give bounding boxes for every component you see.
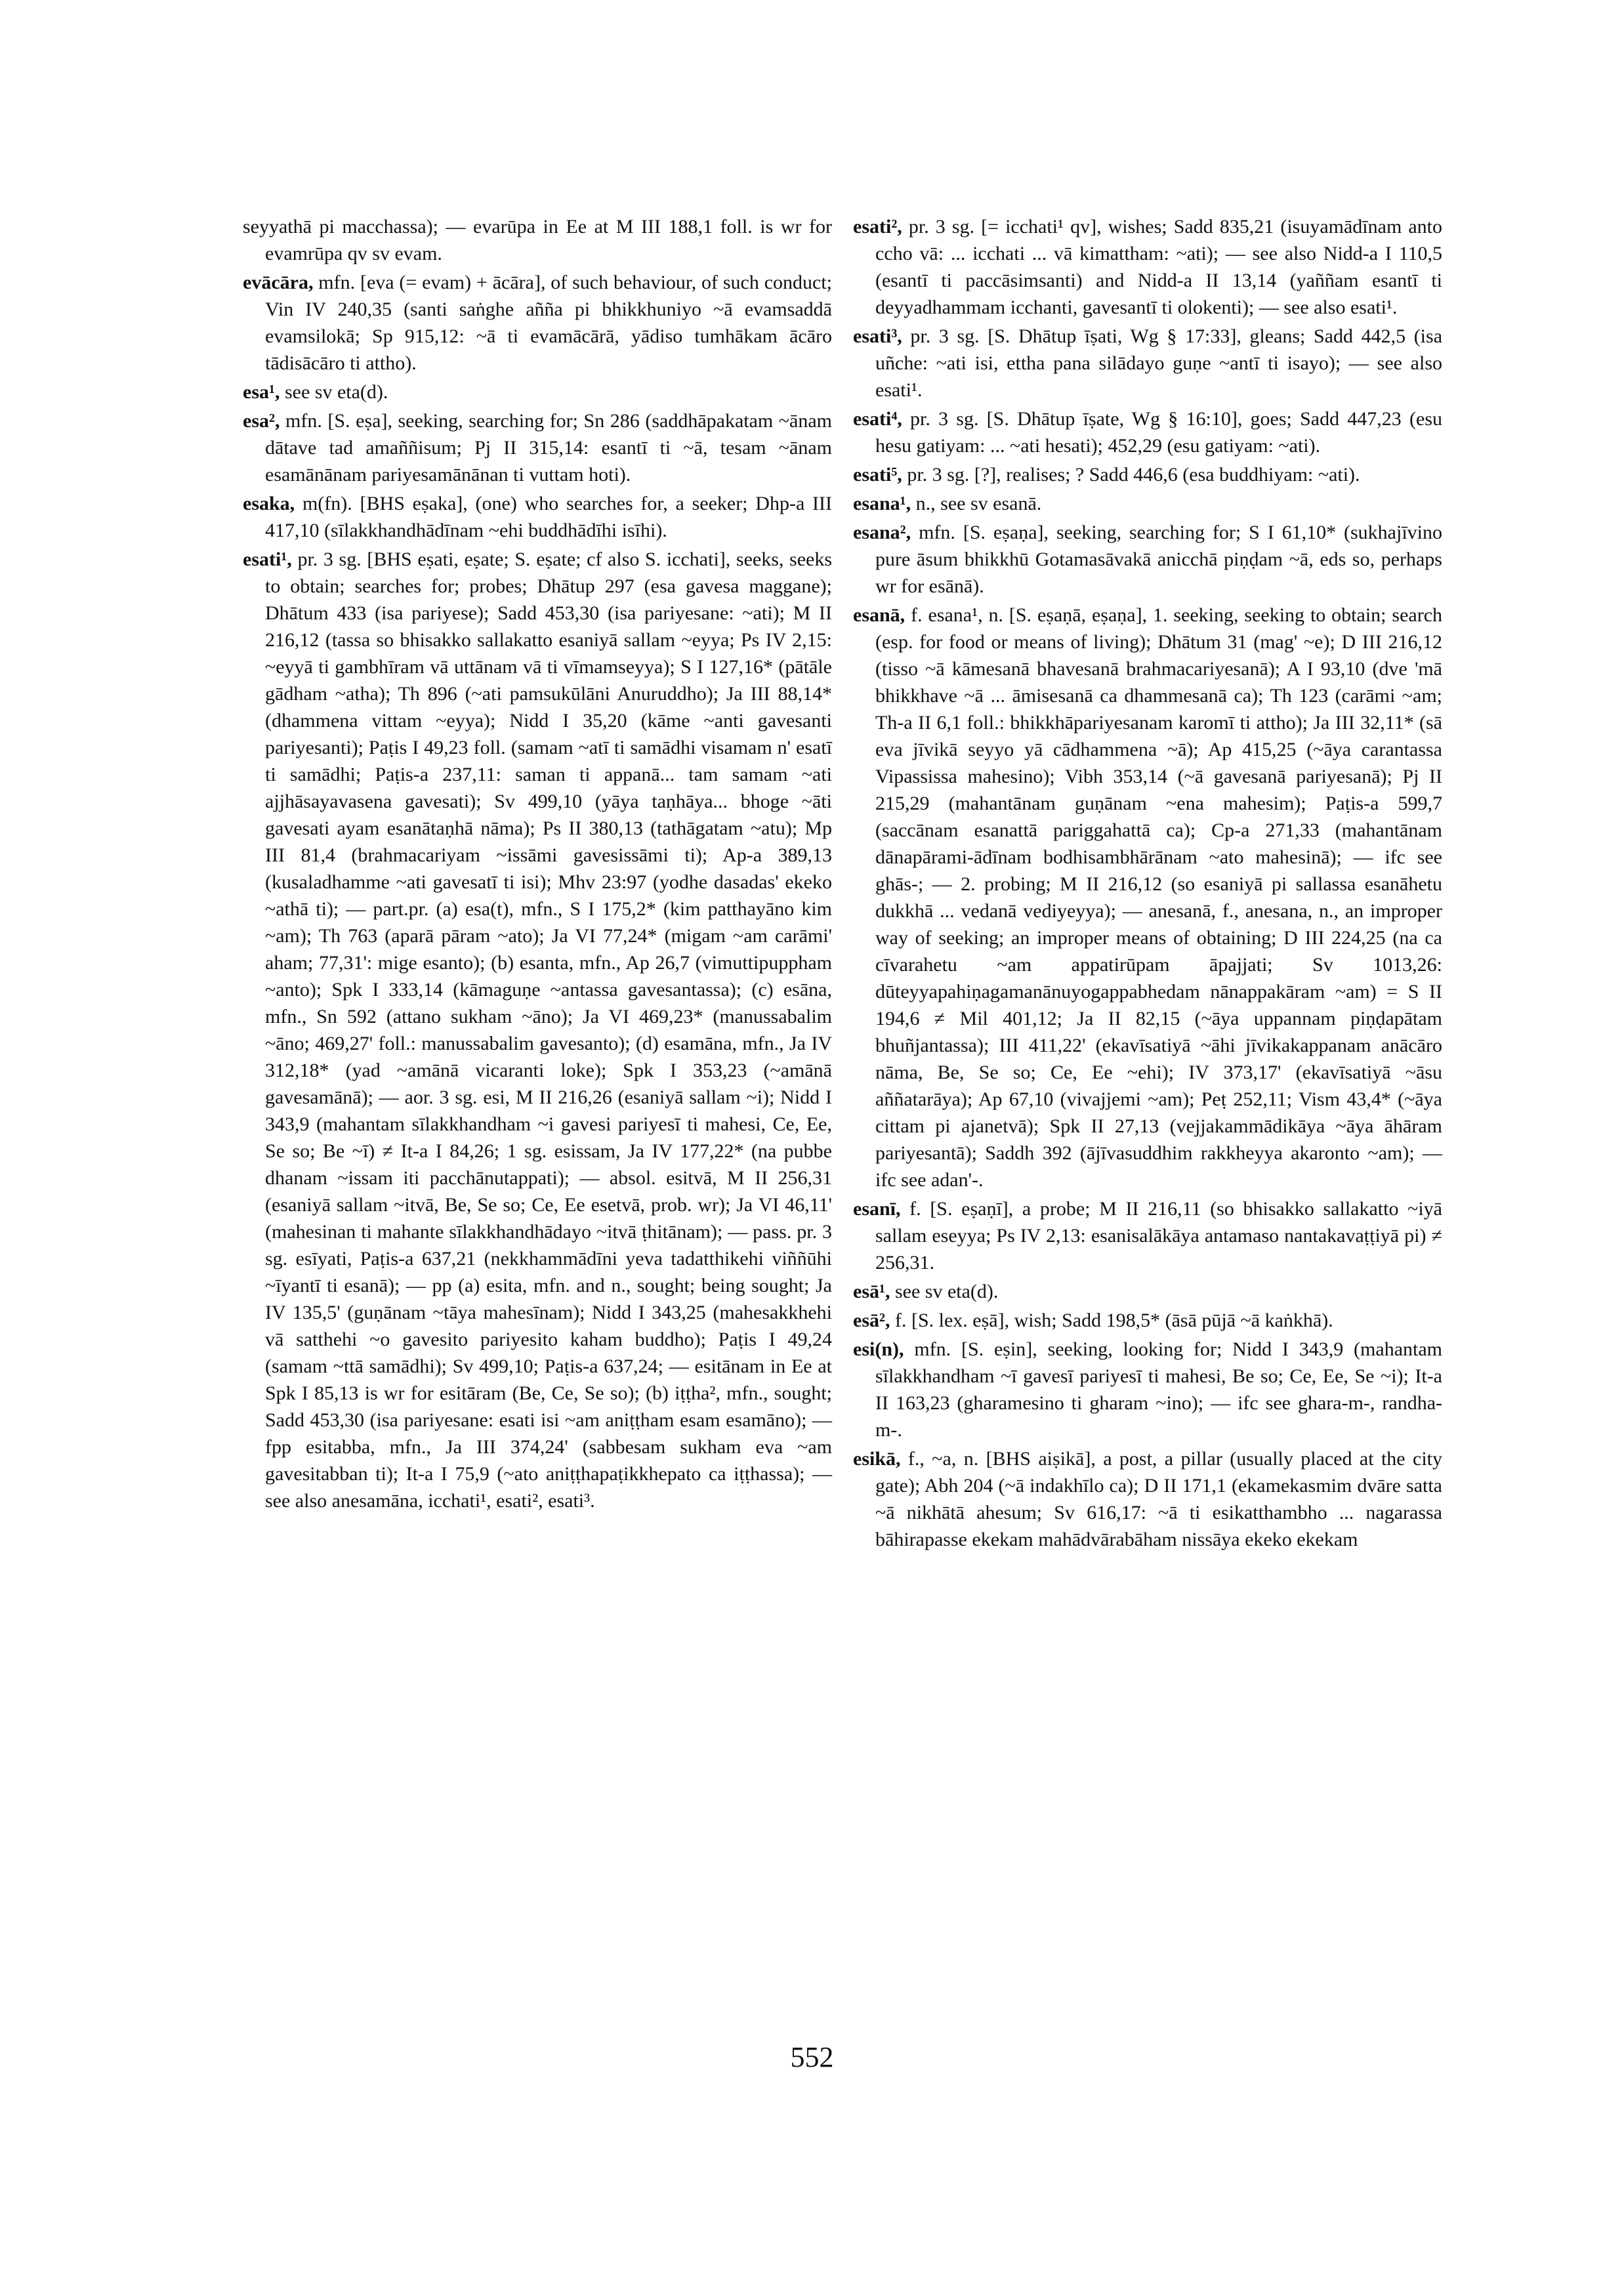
entry-body: see sv eta(d). xyxy=(894,1281,999,1302)
entry-body: pr. 3 sg. [= icchati¹ qv], wishes; Sadd 835,21 (isuyamādīnam anto ccho vā: ... icchati ... vā kimattham: ~ati); — see also Nidd-a I 110,5 (esantī ti paccāsimsanti) and Nidd-a II 13,14 (yaññam esantī ti deyyadhammam icchanti, gavesantī ti olokenti); — see also esati¹. xyxy=(875,216,1443,318)
headword: esati⁴, xyxy=(853,408,902,430)
entry-body: pr. 3 sg. [BHS eṣati, eṣate; S. eṣate; cf also S. icchati], seeks, seeks to obtain; searches for; probes; Dhātup 297 (esa gavesa maggane); Dhātum 433 (isa pariyese); Sadd 453,30 (isa pariyesane: ~ati); M II 216,12 (tassa so bhisakko sallakatto esaniyā sallam ~eyya; Ps IV 2,15: ~eyyā ti gambhīram vā uttānam vā ti vīmamseyya); S I 127,16* (pātāle gādham ~atha); Th 896 (~ati pamsukūlāni Anuruddho); Ja III 88,14* (dhammena vittam ~eyya); Nidd I 35,20 (kāme ~anti gavesanti pariyesanti); Paṭis I 49,23 foll. (samam ~atī ti samādhi visamam n' esatī ti samādhi; Paṭis-a 237,11: saman ti appanā... tam samam ~ati ajjhāsayavasena gavesati); Sv 499,10 (yāya taṇhāya... bhoge ~āti gavesati ayam esanātaṇhā nāma); Ps II 380,13 (tathāgatam ~atu); Mp III 81,4 (brahmacariyam ~issāmi gavesissāmi ti); Ap-a 389,13 (kusaladhamme ~ati gavesatī ti isi); Mhv 23:97 (yodhe dasadas' ekeko ~athā ti); — part.pr. (a) esa(t), mfn., S I 175,2* (kim patthayāno kim ~am); Th 763 (aparā pāram ~ato); Ja VI 77,24* (migam ~am carāmi' aham; 77,31': mige esanto); (b) esanta, mfn., Ap 26,7 (vimuttipuppham ~anto); Spk I 333,14 (kāmaguṇe ~antassa gavesantassa); (c) esāna, mfn., Sn 592 (attano sukham ~āno); Ja VI 469,23* (manussabalim ~āno; 469,27' foll.: manussabalim gavesanto); (d) esamāna, mfn., Ja IV 312,18* (yad ~amānā vicaranti loke); Spk I 353,23 (~amānā gavesamānā); — aor. 3 sg. esi, M II 216,26 (esaniyā sallam ~i); Nidd I 343,9 (mahantam sīlakkhandham ~i gavesi pariyesī ti mahesi, Ce, Ee, Se so; Be ~ī) ≠ It-a I 84,26; 1 sg. esissam, Ja IV 177,22* (na pubbe dhanam ~issam iti pacchānutappati); — absol. esitvā, M II 256,31 (esaniyā sallam ~itvā, Be, Se so; Ce, Ee esetvā, prob. wr); Ja VI 46,11' (mahesinan ti mahante sīlakkhandhādayo ~itvā ṭhitānam); — pass. pr. 3 sg. esīyati, Paṭis-a 637,21 (nekkhammādīni yeva tadatthikehi viññūhi ~īyantī ti esanā); — pp (a) esita, mfn. and n., sought; being sought; Ja IV 135,5' (guṇānam ~tāya mahesīnam); Nidd I 343,25 (mahesakkhehi vā satthehi ~o gavesito pariyesito kaham buddho); Paṭis I 49,24 (samam ~ttā samādhi); Sv 499,10; Paṭis-a 637,24; — esitānam in Ee at Spk I 85,13 is wr for esitāram (Be, Ce, Se so); (b) iṭṭha², mfn., sought; Sadd 453,30 (isa pariyesane: esati isi ~am aniṭṭham esam esamāno); — fpp esitabba, mfn., Ja III 374,24' (sabbesam sukham eva ~am gavesitabban ti); It-a I 75,9 (~ato aniṭṭhapaṭikkhepato ca iṭṭhassa); — see also anesamāna, icchati¹, esati², esati³. xyxy=(265,548,832,1512)
dictionary-entry xyxy=(853,213,1442,321)
dictionary-entry xyxy=(243,546,832,1514)
entry-body: seyyathā pi macchassa); — evarūpa in Ee at M III 188,1 foll. is wr for evamrūpa qv sv evam. xyxy=(243,216,832,264)
dictionary-entry xyxy=(243,269,832,377)
entry-body: mfn. [S. eṣin], seeking, looking for; Nidd I 343,9 (mahantam sīlakkhandham ~ī gavesī pariyesī ti mahesi, Be so; Ce, Ee, Se ~i); It-a II 163,23 (gharamesino ti gharam ~ino); — ifc see ghara-m-, randha-m-. xyxy=(875,1338,1442,1441)
headword: esati⁵, xyxy=(853,464,902,486)
page-number: 552 xyxy=(790,2041,834,2073)
entry-body: pr. 3 sg. [?], realises; ? Sadd 446,6 (esa buddhiyam: ~ati). xyxy=(907,464,1360,486)
headword: esana², xyxy=(853,522,911,543)
headword: esati², xyxy=(853,216,902,238)
dictionary-entry xyxy=(853,461,1442,488)
entry-body: mfn. [S. eṣaṇa], seeking, searching for; S I 61,10* (sukhajīvino pure āsum bhikkhū Gotamasāvakā anicchā piṇḍam ~ā, eds so, perhaps wr for esānā). xyxy=(875,522,1442,597)
dictionary-entry xyxy=(853,519,1442,600)
right-column xyxy=(853,213,1442,1555)
dictionary-entry xyxy=(853,323,1442,403)
entry-body: m(fn). [BHS eṣaka], (one) who searches for, a seeker; Dhp-a III 417,10 (sīlakkhandhādīnam ~ehi buddhādīhi isīhi). xyxy=(265,493,833,541)
dictionary-entry xyxy=(853,490,1442,517)
headword: evācāra, xyxy=(243,272,314,293)
dictionary-entry xyxy=(853,1195,1442,1276)
entry-body: pr. 3 sg. [S. Dhātup īṣate, Wg § 16:10], goes; Sadd 447,23 (esu hesu gatiyam: ... ~ati hesati); 452,29 (esu gatiyam: ~ati). xyxy=(875,408,1442,457)
dictionary-entry xyxy=(243,490,832,544)
entry-body: f. [S. lex. eṣā], wish; Sadd 198,5* (āsā pūjā ~ā kaṅkhā). xyxy=(894,1310,1333,1331)
dictionary-entry xyxy=(853,405,1442,459)
headword: esa², xyxy=(243,410,280,432)
headword: esanā, xyxy=(853,604,906,626)
entry-body: see sv eta(d). xyxy=(284,381,388,403)
dictionary-entry xyxy=(243,379,832,405)
headword: esati³, xyxy=(853,325,902,347)
dictionary-entry xyxy=(243,407,832,488)
headword: esanī, xyxy=(853,1198,901,1220)
headword: esana¹, xyxy=(853,493,911,514)
entry-body: f., ~a, n. [BHS aiṣikā], a post, a pillar (usually placed at the city gate); Abh 204 (~ā indakhīlo ca); D II 171,1 (ekamekasmim dvāre satta ~ā nikhātā ahesum; Sv 616,17: ~ā ti esikatthambho ... nagarassa bāhirapasse ekekam mahādvārabāham nissāya ekeko ekekam xyxy=(875,1448,1442,1550)
dictionary-entry xyxy=(243,213,832,267)
headword: esa¹, xyxy=(243,381,280,403)
entry-body: mfn. [S. eṣa], seeking, searching for; Sn 286 (saddhāpakatam ~ānam dātave tad amaññisum; Pj II 315,14: esantī ti ~ā, tesam ~ānam esamānānam pariyesamānānan ti vuttam hoti). xyxy=(265,410,833,486)
entry-body: pr. 3 sg. [S. Dhātup īṣati, Wg § 17:33], gleans; Sadd 442,5 (isa uñche: ~ati isi, ettha pana silādayo guṇe ~antī ti isayo); — see also esati¹. xyxy=(875,325,1443,401)
entry-body: f. [S. eṣaṇī], a probe; M II 216,11 (so bhisakko sallakatto ~iyā sallam eseyya; Ps IV 2,13: esanisalākāya antamaso nantakavaṭṭiyā pi) ≠ 256,31. xyxy=(875,1198,1442,1273)
dictionary-entry xyxy=(853,1307,1442,1334)
entry-body: mfn. [eva (= evam) + ācāra], of such behaviour, of such conduct; Vin IV 240,35 (santi saṅghe añña pi bhikkhuniyo ~ā evamsaddā evamsilokā; Sp 915,12: ~ā ti evamācārā, yādiso tumhākam ācāro tādisācāro ti attho). xyxy=(265,272,832,374)
headword: esikā, xyxy=(853,1448,901,1470)
headword: esā¹, xyxy=(853,1281,890,1302)
headword: esi(n), xyxy=(853,1338,904,1360)
entry-body: n., see sv esanā. xyxy=(915,493,1042,514)
dictionary-entry xyxy=(853,1445,1442,1553)
headword: esā², xyxy=(853,1310,890,1331)
headword: esaka, xyxy=(243,493,295,514)
left-column xyxy=(243,213,832,1516)
dictionary-entry xyxy=(853,1278,1442,1305)
dictionary-entry xyxy=(853,602,1442,1193)
entry-body: f. esana¹, n. [S. eṣaṇā, eṣaṇa], 1. seeking, seeking to obtain; search (esp. for food or means of living); Dhātum 31 (mag' ~e); D III 216,12 (tisso ~ā kāmesanā bhavesanā brahmacariyesanā); A I 93,10 (dve 'mā bhikkhave ~ā ... āmisesanā ca dhammesanā ca); Th 123 (carāmi ~am; Th-a II 6,1 foll.: bhikkhāpariyesanam karomī ti attho); Ja III 32,11* (sā eva jīvikā seyyo yā cādhammena ~ā); Ap 415,25 (~āya carantassa Vipassissa mahesino); Vibh 353,14 (~ā gavesanā pariyesanā); Pj II 215,29 (mahantānam guṇānam ~ena mahesim); Paṭis-a 599,7 (saccānam esanattā pariggahattā ca); Cp-a 271,33 (mahantānam dānapārami-ādīnam bodhisambhārānam ~ato mahesinā); — ifc see ghās-; — 2. probing; M II 216,12 (so esaniyā pi sallassa esanāhetu dukkhā ... vedanā vediyeyya); — anesanā, f., anesana, n., an improper way of seeking; an improper means of obtaining; D III 224,25 (na ca cīvarahetu ~am appatirūpam āpajjati; Sv 1013,26: dūteyyapahiṇagamanānuyogappabhedam nānappakāram ~am) = S II 194,6 ≠ Mil 401,12; Ja II 82,15 (~āya uppannam piṇḍapātam bhuñjantassa); III 411,22' (ekavīsatiyā ~āhi jīvikakappanam anācāro nāma, Be, Se so; Ce, Ee ~ehi); IV 373,17' (ekavīsatiyā ~āsu aññatarāya); Ap 67,10 (vivajjemi ~am); Peṭ 252,11; Vism 43,4* (~āya cittam pi ajanetvā); Spk II 27,13 (vejjakammādikāya ~āya āhāram pariyesantā); Saddh 392 (ājīvasuddhim rakkheyya akaronto ~am); — ifc see adan'-. xyxy=(875,604,1443,1191)
headword: esati¹, xyxy=(243,548,292,570)
dictionary-entry xyxy=(853,1336,1442,1443)
